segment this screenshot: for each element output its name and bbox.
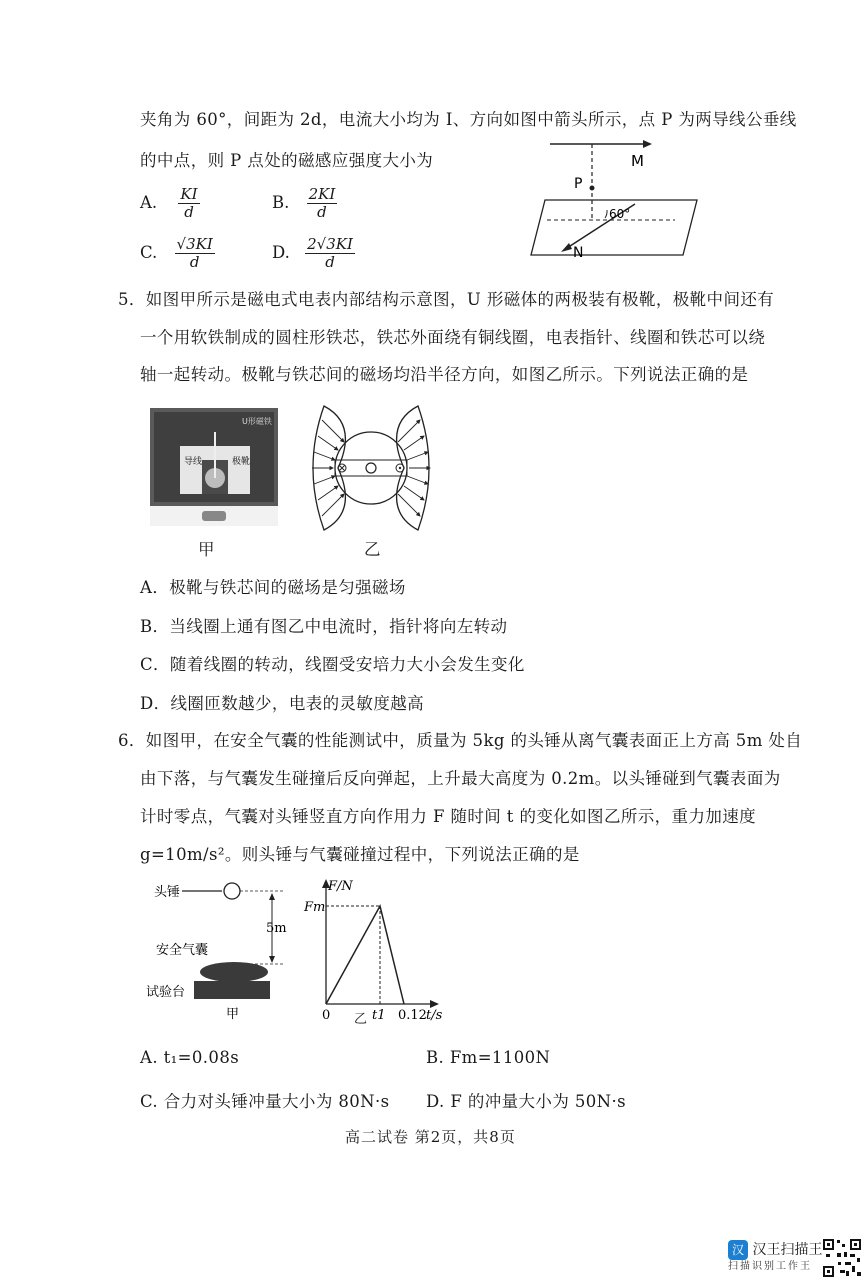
force-curve — [326, 906, 404, 1004]
label-airbag: 安全气囊 — [156, 943, 209, 958]
q6-caption-yi: 乙 — [354, 1012, 368, 1027]
y-axis-label: F/N — [328, 879, 353, 894]
dimension-arrow-up-icon — [269, 893, 275, 900]
q5-caption-yi: 乙 — [364, 540, 381, 559]
q6-text-line4: g=10m/s²。则头锤与气囊碰撞过程中，下列说法正确的是 — [140, 845, 580, 864]
q4-option-c-letter: C. — [140, 243, 158, 262]
label-head-hammer: 头锤 — [154, 885, 181, 900]
origin-label: 0 — [322, 1008, 331, 1022]
q4-option-d-fraction — [305, 236, 355, 271]
q4-option-c-fraction — [175, 236, 215, 271]
q4-wire-figure — [525, 130, 700, 265]
q6-text-line2: 由下落，与气囊发生碰撞后反向弹起，上升最大高度为 0.2m。以头锤碰到气囊表面为 — [140, 769, 781, 788]
q6-option-c[interactable]: C. 合力对头锤冲量大小为 80N·s — [140, 1092, 390, 1111]
q5-option-c[interactable]: C．随着线圈的转动，线圈受安培力大小会发生变化 — [140, 655, 525, 674]
photo-label-right: 极靴 — [232, 457, 251, 467]
test-table-block — [194, 981, 270, 999]
q4-option-b[interactable] — [272, 186, 337, 221]
q6-text-line3: 计时零点，气囊对头锤竖直方向作用力 F 随时间 t 的变化如图乙所示，重力加速度 — [140, 807, 757, 826]
airbag-shape — [200, 962, 268, 982]
q4-text-line2: 的中点，则 P 点处的磁感应强度大小为 — [140, 151, 434, 170]
point-p — [590, 186, 595, 191]
q5-meter-photo — [150, 408, 278, 526]
q6-option-d[interactable]: D. F 的冲量大小为 50N·s — [426, 1092, 627, 1111]
wire-m-arrow-icon — [643, 140, 652, 148]
scanner-logo-icon: 汉 — [728, 1240, 748, 1260]
rotation-axis — [366, 463, 376, 473]
q4-option-b-letter: B. — [272, 193, 290, 212]
label-m: M — [631, 152, 644, 170]
q5-text-line3: 轴一起转动。极靴与铁芯间的磁场均沿半径方向，如图乙所示。下列说法正确的是 — [140, 365, 749, 384]
q5-radial-field-diagram — [300, 402, 442, 534]
dimension-arrow-down-icon — [269, 956, 275, 963]
wire-n-arrow-icon — [561, 243, 572, 252]
fraction-numerator: KI — [180, 185, 198, 203]
label-p: P — [574, 176, 583, 192]
q6-option-b[interactable]: B. Fm=1100N — [426, 1048, 551, 1067]
q6-setup-figure — [140, 870, 310, 1020]
x-axis-arrow-icon — [430, 1000, 439, 1008]
q5-option-a[interactable]: A．极靴与铁芯间的磁场是匀强磁场 — [140, 578, 406, 597]
angle-label: 60° — [609, 207, 631, 221]
q5-text-line2: 一个用软铁制成的圆柱形铁芯，铁芯外面绕有铜线圈，电表指针、线圈和铁芯可以绕 — [140, 328, 766, 347]
q4-option-c[interactable] — [140, 236, 215, 271]
hammer-head-icon — [224, 883, 240, 899]
t1-label: t1 — [372, 1008, 386, 1022]
q5-option-b[interactable]: B．当线圈上通有图乙中电流时，指针将向左转动 — [140, 617, 508, 636]
q4-option-d[interactable] — [272, 236, 355, 271]
q5-option-d[interactable]: D．线圈匝数越少，电表的灵敏度越高 — [140, 694, 425, 713]
scanner-watermark — [728, 1240, 823, 1274]
q4-option-d-letter: D. — [272, 243, 290, 262]
fraction-denominator: d — [317, 203, 327, 221]
field-lines — [312, 420, 430, 516]
watermark-subtitle: 扫描识别工作王 — [728, 1261, 812, 1272]
photo-label-top: U形磁铁 — [242, 417, 272, 426]
angle-arc — [605, 210, 607, 218]
fraction-denominator: d — [184, 203, 194, 221]
current-out-dot — [399, 467, 401, 469]
fm-label: Fm — [304, 900, 326, 915]
t-end-label: 0.12 — [398, 1008, 427, 1022]
q6-force-time-graph — [302, 876, 452, 1022]
q4-option-a-letter: A. — [140, 193, 158, 212]
q5-caption-jia: 甲 — [198, 540, 215, 559]
watermark-title: 汉王扫描王 — [752, 1242, 823, 1258]
x-axis-label: t/s — [426, 1008, 443, 1022]
q4-option-b-fraction — [307, 186, 338, 221]
page-footer: 高二试卷 第2页，共8页 — [345, 1128, 516, 1146]
fraction-denominator: d — [325, 253, 335, 271]
q4-text-line1: 夹角为 60°，间距为 2d，电流大小均为 I、方向如图中箭头所示，点 P 为两导线公垂线 — [140, 110, 797, 129]
label-test-table: 试验台 — [146, 985, 186, 1000]
fraction-numerator: 2KI — [308, 185, 336, 203]
photo-base-knob — [202, 511, 226, 521]
fraction-numerator: 2√3KI — [307, 235, 353, 253]
label-n: N — [573, 245, 584, 261]
q6-option-a[interactable]: A. t₁=0.08s — [140, 1048, 240, 1067]
fraction-numerator: √3KI — [176, 235, 213, 253]
current-into-cross — [340, 466, 345, 471]
fraction-denominator: d — [189, 253, 200, 271]
photo-label-left: 导线 — [184, 457, 203, 467]
label-height: 5m — [266, 921, 287, 936]
caption-jia: 甲 — [226, 1007, 240, 1020]
q4-option-a-fraction — [178, 186, 199, 221]
q4-option-a[interactable] — [140, 186, 200, 221]
qr-code-icon — [822, 1238, 862, 1278]
q6-text-line1: 6．如图甲，在安全气囊的性能测试中，质量为 5kg 的头锤从离气囊表面正上方高 5m 处自 — [118, 731, 803, 750]
q5-text-line1: 5．如图甲所示是磁电式电表内部结构示意图，U 形磁体的两极装有极靴，极靴中间还有 — [118, 290, 775, 309]
